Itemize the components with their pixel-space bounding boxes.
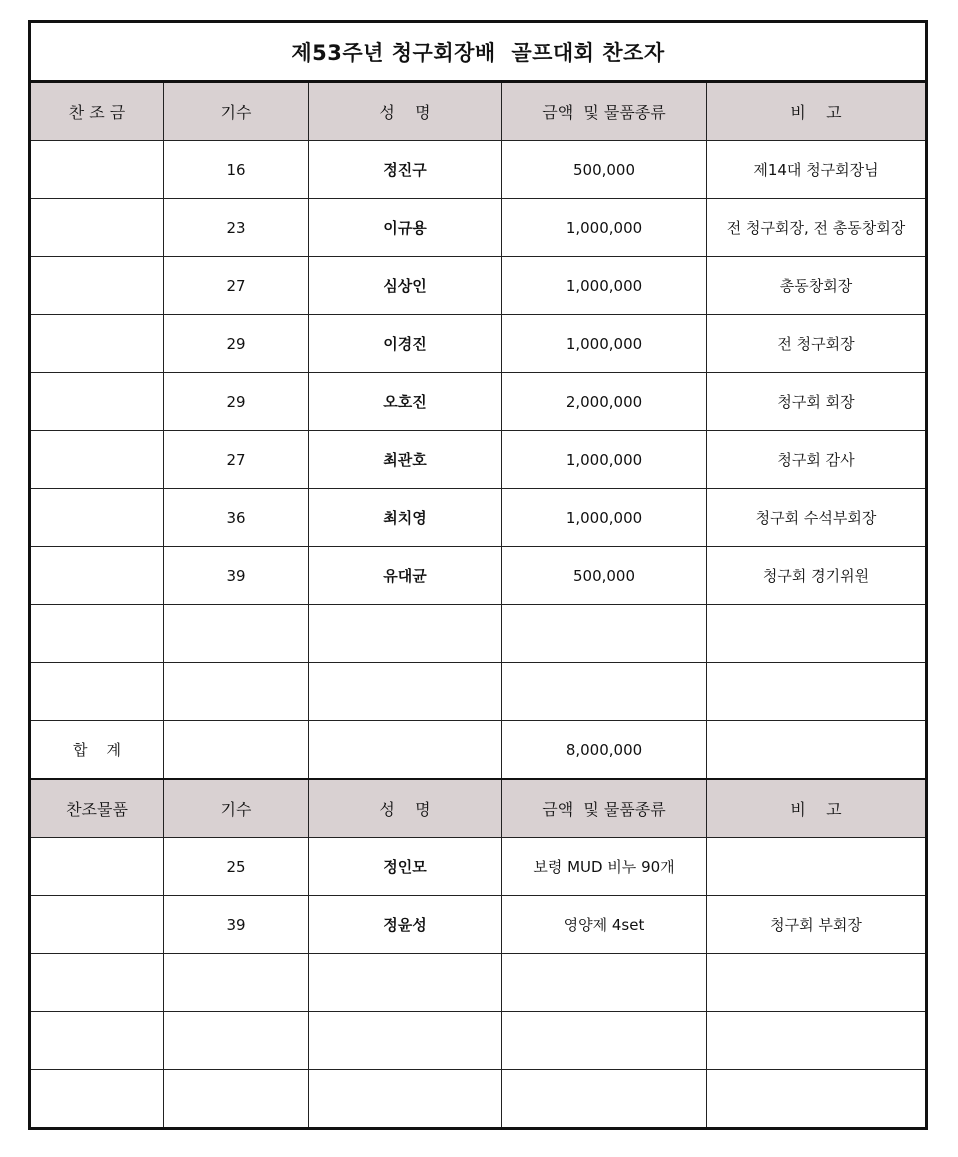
table-row — [30, 141, 927, 199]
amount-cell: 1,000,000 — [502, 489, 707, 547]
note-cell: 청구회 경기위원 — [707, 547, 927, 605]
table-row — [30, 373, 927, 431]
note-cell — [707, 663, 927, 721]
generation-cell — [164, 1012, 309, 1070]
category-cell — [30, 315, 164, 373]
generation-cell — [164, 605, 309, 663]
generation-cell: 36 — [164, 489, 309, 547]
note-cell: 전 청구회장, 전 총동창회장 — [707, 199, 927, 257]
category-cell — [30, 199, 164, 257]
generation-cell: 23 — [164, 199, 309, 257]
generation-cell — [164, 663, 309, 721]
table-row — [30, 954, 927, 1012]
generation-cell — [164, 954, 309, 1012]
table-row — [30, 315, 927, 373]
table-row — [30, 431, 927, 489]
generation-cell: 29 — [164, 373, 309, 431]
name-cell: 정인모 — [309, 838, 502, 896]
table-row — [30, 489, 927, 547]
category-cell — [30, 1070, 164, 1129]
generation-cell: 27 — [164, 431, 309, 489]
name-cell: 오호진 — [309, 373, 502, 431]
generation-cell: 29 — [164, 315, 309, 373]
category-cell — [30, 663, 164, 721]
sponsor-table — [28, 20, 928, 1130]
category-cell — [30, 489, 164, 547]
note-cell — [707, 1012, 927, 1070]
generation-cell: 27 — [164, 257, 309, 315]
amount-cell — [502, 663, 707, 721]
category-cell — [30, 838, 164, 896]
name-cell — [309, 605, 502, 663]
note-cell: 전 청구회장 — [707, 315, 927, 373]
name-cell — [309, 663, 502, 721]
item-cell: 영양제 4set — [502, 896, 707, 954]
goods-header-row — [30, 779, 927, 838]
header-category: 찬 조 금 — [30, 82, 164, 141]
header-note: 비 고 — [707, 779, 927, 838]
name-cell: 최관호 — [309, 431, 502, 489]
note-cell — [707, 1070, 927, 1129]
category-cell — [30, 1012, 164, 1070]
title-row — [30, 22, 927, 82]
name-cell — [309, 1070, 502, 1129]
item-cell: 보령 MUD 비누 90개 — [502, 838, 707, 896]
item-cell — [502, 1012, 707, 1070]
note-cell: 제14대 청구회장님 — [707, 141, 927, 199]
note-cell: 청구회 부회장 — [707, 896, 927, 954]
note-cell — [707, 954, 927, 1012]
category-cell — [30, 431, 164, 489]
item-cell — [502, 954, 707, 1012]
total-row — [30, 721, 927, 780]
amount-cell: 2,000,000 — [502, 373, 707, 431]
table-row — [30, 257, 927, 315]
amount-cell: 1,000,000 — [502, 199, 707, 257]
category-cell — [30, 896, 164, 954]
name-cell — [309, 954, 502, 1012]
amount-cell — [502, 605, 707, 663]
header-amount: 금액 및 물품종류 — [502, 82, 707, 141]
note-cell — [707, 838, 927, 896]
name-cell: 정윤성 — [309, 896, 502, 954]
page-title: 제53주년 청구회장배 골프대회 찬조자 — [30, 22, 927, 82]
note-cell: 청구회 감사 — [707, 431, 927, 489]
total-generation-cell — [164, 721, 309, 780]
amount-cell: 1,000,000 — [502, 431, 707, 489]
name-cell: 이규용 — [309, 199, 502, 257]
header-generation: 기수 — [164, 779, 309, 838]
header-note: 비 고 — [707, 82, 927, 141]
generation-cell: 39 — [164, 547, 309, 605]
header-name: 성 명 — [309, 82, 502, 141]
amount-cell: 1,000,000 — [502, 315, 707, 373]
total-label: 합 계 — [30, 721, 164, 780]
amount-cell: 500,000 — [502, 547, 707, 605]
name-cell: 정진구 — [309, 141, 502, 199]
note-cell — [707, 605, 927, 663]
category-cell — [30, 141, 164, 199]
generation-cell: 39 — [164, 896, 309, 954]
header-category: 찬조물품 — [30, 779, 164, 838]
total-name-cell — [309, 721, 502, 780]
table-row — [30, 199, 927, 257]
donation-header-row — [30, 82, 927, 141]
generation-cell — [164, 1070, 309, 1129]
total-amount: 8,000,000 — [502, 721, 707, 780]
header-generation: 기수 — [164, 82, 309, 141]
table-row — [30, 663, 927, 721]
amount-cell: 500,000 — [502, 141, 707, 199]
category-cell — [30, 373, 164, 431]
table-row — [30, 1070, 927, 1129]
note-cell: 청구회 회장 — [707, 373, 927, 431]
table-row — [30, 605, 927, 663]
name-cell: 유대균 — [309, 547, 502, 605]
table-row — [30, 896, 927, 954]
category-cell — [30, 547, 164, 605]
category-cell — [30, 257, 164, 315]
name-cell: 심상인 — [309, 257, 502, 315]
amount-cell: 1,000,000 — [502, 257, 707, 315]
category-cell — [30, 954, 164, 1012]
generation-cell: 16 — [164, 141, 309, 199]
table-row — [30, 1012, 927, 1070]
table-row — [30, 838, 927, 896]
name-cell — [309, 1012, 502, 1070]
note-cell: 청구회 수석부회장 — [707, 489, 927, 547]
note-cell: 총동창회장 — [707, 257, 927, 315]
header-name: 성 명 — [309, 779, 502, 838]
generation-cell: 25 — [164, 838, 309, 896]
table-row — [30, 547, 927, 605]
item-cell — [502, 1070, 707, 1129]
name-cell: 최치영 — [309, 489, 502, 547]
category-cell — [30, 605, 164, 663]
total-note-cell — [707, 721, 927, 780]
header-amount: 금액 및 물품종류 — [502, 779, 707, 838]
name-cell: 이경진 — [309, 315, 502, 373]
